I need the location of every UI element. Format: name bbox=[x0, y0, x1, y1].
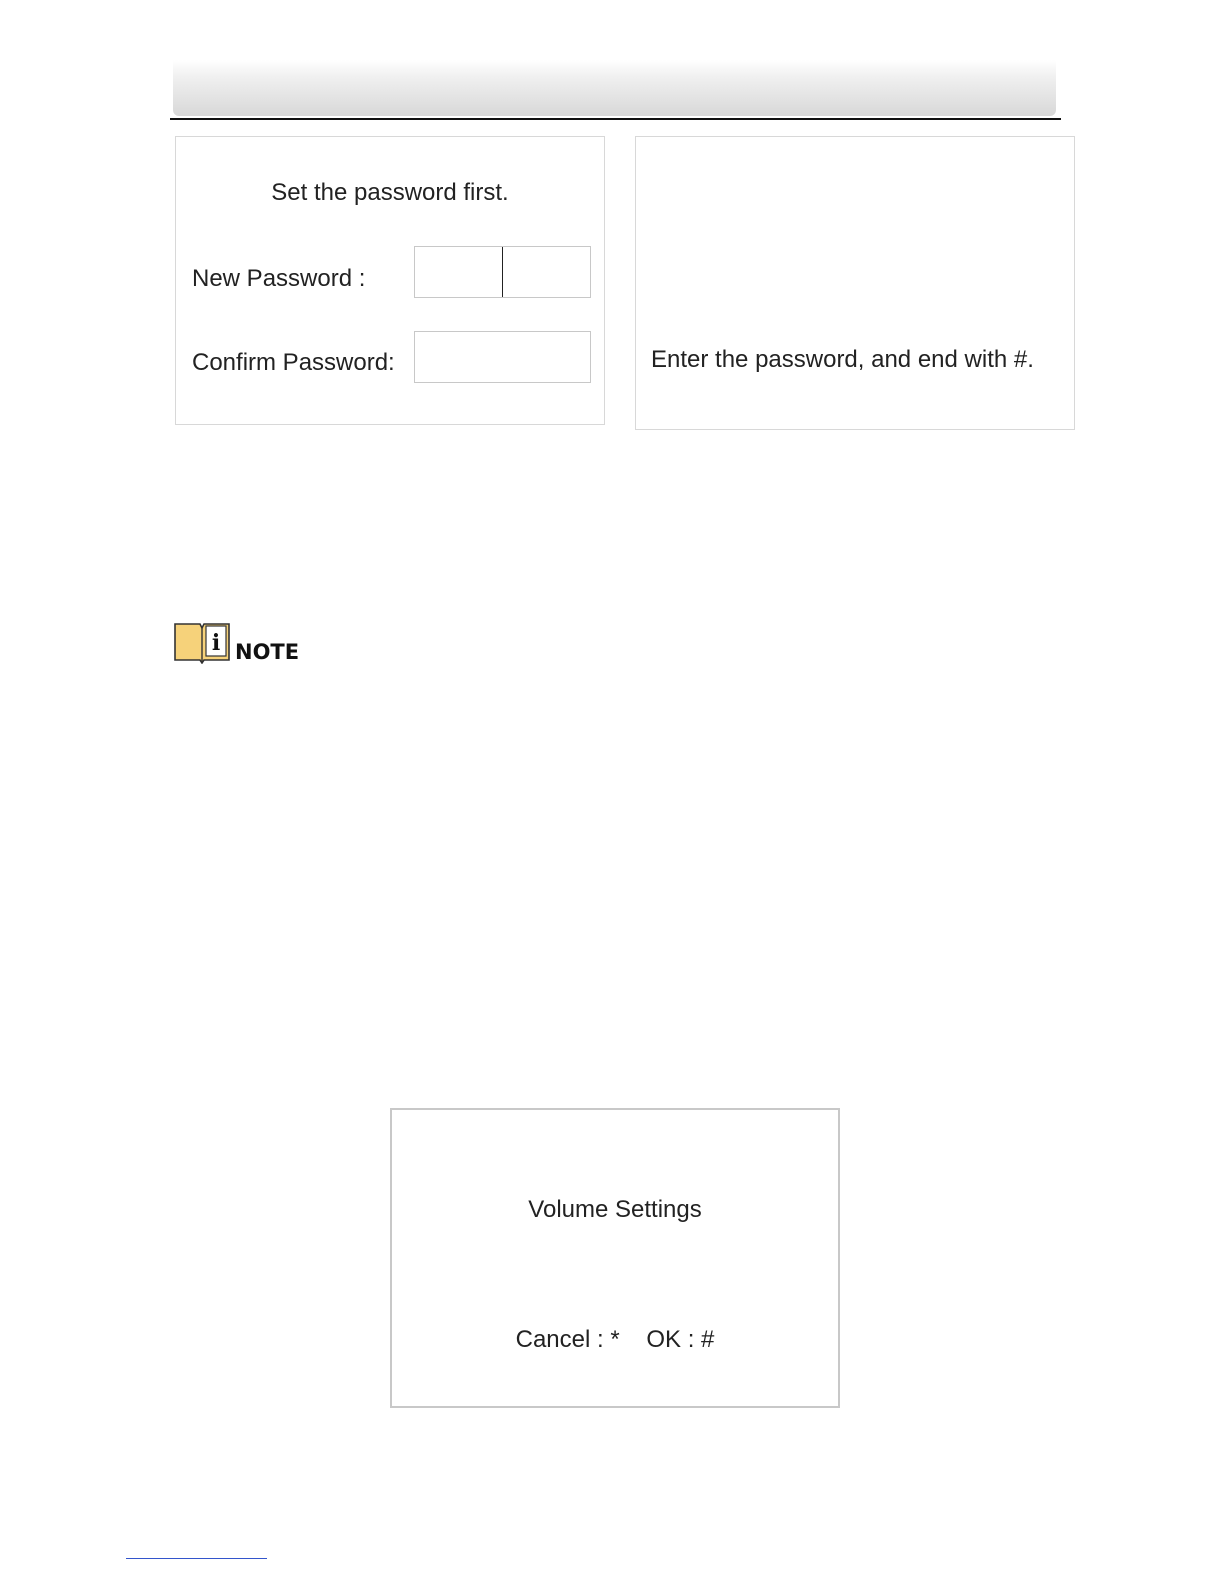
enter-password-screen bbox=[635, 136, 1075, 430]
enter-password-instruction: Enter the password, and end with #. bbox=[651, 346, 1034, 373]
confirm-password-input[interactable] bbox=[414, 331, 591, 383]
info-book-icon bbox=[173, 620, 231, 664]
confirm-password-label: Confirm Password: bbox=[192, 349, 395, 376]
footer-link-underline bbox=[126, 1558, 267, 1559]
volume-settings-title: Volume Settings bbox=[528, 1196, 702, 1223]
note-label: NOTE bbox=[235, 640, 300, 664]
set-password-title: Set the password first. bbox=[271, 179, 509, 206]
set-password-screen bbox=[175, 136, 605, 425]
svg-text:i: i bbox=[211, 630, 221, 656]
volume-settings-screen bbox=[390, 1108, 840, 1408]
new-password-label: New Password : bbox=[192, 265, 366, 292]
text-caret bbox=[502, 247, 503, 297]
new-password-input[interactable] bbox=[414, 246, 591, 298]
volume-key-hints: Cancel : * OK : # bbox=[515, 1326, 715, 1353]
page-header-bar bbox=[173, 60, 1056, 116]
header-divider bbox=[170, 118, 1061, 120]
